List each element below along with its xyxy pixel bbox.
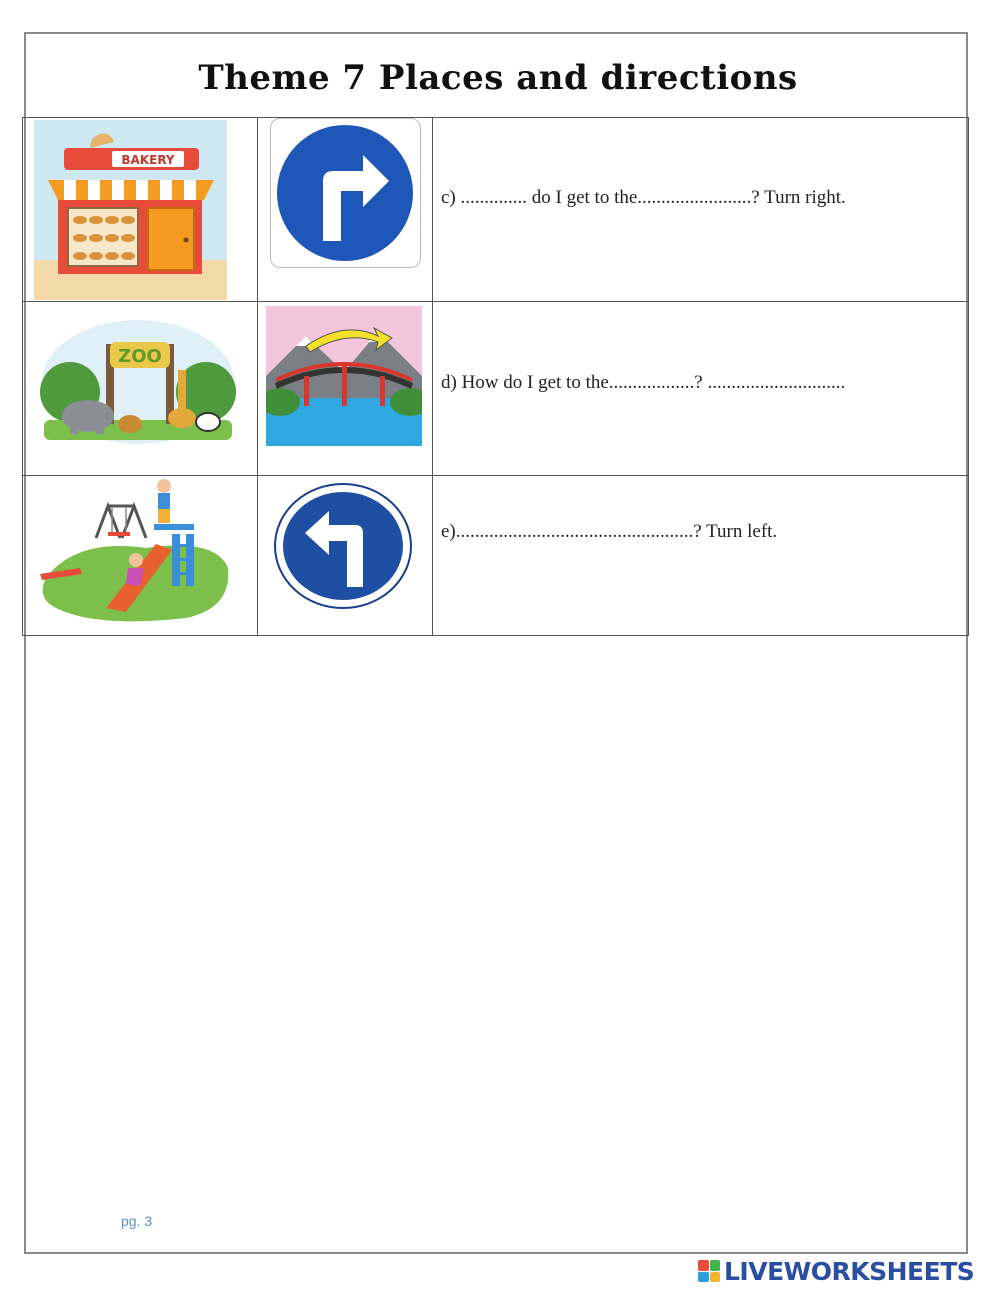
table-column-divider	[257, 117, 258, 636]
worksheet-title: Theme 7 Places and directions	[198, 58, 798, 98]
sentence-d: d) How do I get to the..................? .............................	[441, 372, 846, 393]
table-border-right	[968, 117, 969, 636]
table-column-divider	[432, 117, 433, 636]
zoo-picture	[40, 312, 236, 444]
page-number: pg. 3	[121, 1213, 153, 1229]
table-border-top	[22, 117, 969, 118]
table-border-bottom	[22, 635, 969, 636]
bakery-picture	[34, 120, 227, 300]
zoo-sign-text: ZOO	[118, 346, 162, 367]
turn-left-sign-icon	[273, 483, 413, 609]
sentence-e: e)..................................................? Turn left.	[441, 521, 778, 542]
playground-picture	[36, 478, 232, 628]
cross-bridge-icon	[266, 306, 422, 446]
table-border-left	[22, 117, 23, 636]
bakery-sign-text: BAKERY	[121, 153, 175, 167]
table-row-divider	[22, 475, 969, 476]
liveworksheets-logo-icon	[698, 1260, 720, 1282]
table-row-divider	[22, 301, 969, 302]
liveworksheets-brand[interactable]	[698, 1258, 974, 1284]
turn-right-sign-icon	[270, 118, 421, 268]
brand-name: LIVEWORKSHEETS	[724, 1256, 975, 1286]
sentence-c: c) .............. do I get to the........................? Turn right.	[441, 187, 846, 208]
